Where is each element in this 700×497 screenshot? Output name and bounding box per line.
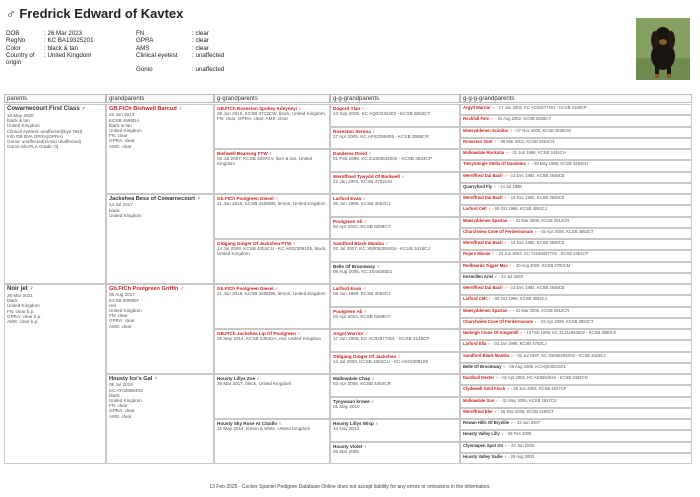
dog-details: - 23 Jun 2007 (513, 420, 541, 425)
dog-name-link[interactable]: Churchview Cove Of Ferdermonam ♀ (463, 318, 538, 324)
pedigree-entry (330, 397, 460, 420)
dog-name-link[interactable]: Rojers Minnie ♀ (463, 251, 495, 257)
pedigree-entry (330, 442, 460, 465)
info-row (6, 52, 224, 67)
dog-details: GPRA: clear (109, 138, 135, 144)
dog-details: - 09 Oct 1996, KCSB 4062CJ (491, 296, 547, 302)
info-cell: : clear (192, 37, 209, 45)
pedigree-entry (106, 374, 214, 464)
dog-name-link[interactable]: Redbeards Tigger Mac ♂ (463, 262, 513, 268)
dog-name-link[interactable]: Dardholl Dexter ♂ (463, 375, 499, 380)
dog-details: Clinical eyetest: unaffected(Eye Test) (7, 128, 83, 134)
dog-details: 25 May 2014, KCSB 4364DA, red, United Kingdom (217, 336, 321, 342)
pedigree-entry (214, 149, 330, 194)
dog-name-link[interactable]: Wernffrwd Tywydd Of Bishwell ♀ (333, 173, 405, 179)
dog-name-link[interactable]: Housty Ice's Gal ♀ (109, 376, 159, 382)
column-header: grandparents (106, 94, 214, 103)
dog-details: 03 Apr 2010, KCSB 0269CY (333, 223, 391, 229)
pedigree-entry (214, 194, 330, 239)
dog-details: - 03 Jan 1998, KCSB 4703CJ (490, 341, 547, 347)
dog-details: black & tan (109, 122, 132, 128)
dog-details: 03 Apr 2005, KCSB 4464CR (333, 381, 391, 387)
info-cell: : clear (192, 30, 209, 37)
pedigree-entry (106, 284, 214, 374)
pedigree-entry (214, 104, 330, 149)
column-header: parents (4, 94, 106, 103)
pedigree-entry (460, 228, 692, 239)
dog-name-link[interactable]: Tresymtogle Stella Of Dandems ♀ (463, 161, 531, 167)
dog-details: 19 May 2020 (7, 113, 34, 118)
pedigree-entry (460, 408, 692, 419)
dog-details: FN: clear b.p. (7, 308, 35, 314)
dog-name-link[interactable]: Mallowdale Sun ♂ (463, 397, 499, 403)
dog-details: - 14 Dec 1992, KCSB 3648CE (507, 240, 565, 245)
info-cell: : black & tan (44, 44, 79, 52)
pedigree-entry (460, 262, 692, 273)
dog-name-link[interactable]: Maesyddenen Spartan ♂ (463, 307, 512, 313)
dog-name-link[interactable]: Sandford Black Mamba ♂ (333, 241, 389, 246)
dog-name-link[interactable]: Wernffrwd Dai Bach ♂ (463, 195, 508, 200)
pedigree-entry (460, 149, 692, 160)
dog-details: KCSB 4596DA (109, 117, 140, 123)
dog-name-link[interactable]: Belle Of Broomway ♀ (333, 263, 380, 269)
dog-name-link[interactable]: Maesyddenen Spartan ♂ (463, 217, 512, 223)
dog-details: - 25 Jun 2003, KCSB 4027CP (509, 386, 567, 392)
dog-name-link[interactable]: Mallowdale Rockstar ♂ (463, 150, 509, 155)
column-header: g-g-grandparents (330, 94, 460, 103)
dog-name-link[interactable]: Cowarnecourt First Class ♂ (7, 106, 86, 112)
dog-details: Gonio info:PLA Grade: 0) (7, 144, 59, 150)
dog-details: 03 Apr 2010, KCSB 0269CY (333, 313, 391, 319)
dog-details: - 09 Mar 2001, KCSB 0461CN (496, 138, 555, 144)
dog-details: AMS: clear (109, 323, 132, 329)
dog-name-link[interactable]: Poolgreen Ali ♀ (333, 308, 368, 314)
dog-details: 31 May 2014, lemon & white, United Kingdom (217, 426, 311, 432)
column-header: g-grandparents (214, 94, 330, 103)
dog-details: - 24 Jul 2003 (497, 273, 523, 279)
pedigree-entry (460, 430, 692, 441)
pedigree-entry (214, 239, 330, 284)
pedigree-entry (460, 397, 692, 408)
dog-details: United Kingdom (7, 303, 40, 309)
pedigree-entry (460, 273, 692, 284)
dog-details: 13 Sep 2006, KC AQ02232403 - KCSB 3553CT (333, 111, 431, 117)
dog-details: - 02 Apr 2008, KCSB 3853CT (537, 318, 594, 324)
dog-photo-image (636, 18, 690, 80)
dog-details: - 28 Feb 2009 (504, 431, 532, 437)
dog-name-link[interactable]: GB.FtCh Jackshea Lip Of Poolgreen ♀ (217, 331, 301, 336)
dog-name-link[interactable]: Dogord Ylan ♂ (333, 106, 365, 111)
pedigree-entry (330, 262, 460, 285)
pedigree-entry (330, 329, 460, 352)
dog-details: black & tan (7, 118, 30, 124)
dog-name-link[interactable]: Housty Lillys Wisp ♀ (333, 421, 379, 426)
dog-details: AMS: clear (109, 143, 132, 149)
dog-details: - 06 Aug 2006, KCAQ04024101 (505, 363, 566, 369)
dog-name-link[interactable]: Angol Warrior ♂ (333, 331, 369, 336)
pedigree-entry (460, 160, 692, 171)
dog-details: 14 Jul 2009, KCSB 4351CU - KC AK02309105, black, United Kingdom (217, 246, 327, 257)
dog-details: 27 Apr 2005, KC AF02399405 - KCSB 3586CR (333, 133, 429, 139)
dog-details: 08 Jul 2016 (109, 382, 133, 388)
dog-details: - 26 Sep 2005, KCSB 4260CT (496, 408, 555, 414)
dog-details: 14 Jul 2017 (109, 202, 133, 208)
dog-name-link[interactable]: Rowan Hills Of Brynllie ♂ (463, 420, 514, 425)
pedigree-entry (214, 419, 330, 464)
dog-name-link[interactable]: Roseston Soot ♀ (463, 138, 497, 144)
pedigree-entry (460, 295, 692, 306)
dog-name-link[interactable]: Quarryford Fly ♀ (463, 183, 497, 189)
dog-name-link[interactable]: Bishwell Beansog FTW ♀ (217, 151, 273, 156)
dog-name-link[interactable]: Housty Violet ♀ (333, 443, 367, 449)
dog-details: KC AY02898402 (109, 387, 143, 393)
dog-name-link[interactable]: Argyll Warrior ♂ (463, 105, 496, 110)
footer-disclaimer: 13 Feb 2025 - Cocker Spaniel Pedigree Database Online does not accept liability for any errors or omissions in the information. (209, 484, 491, 490)
dog-details: Gonio: unaffected(Gonio unaffected) (7, 139, 82, 145)
dog-details: 17 Jun 2005, KC AC02677401 - KCSB 3146CP (333, 336, 430, 342)
info-cell: : unaffected (192, 66, 225, 74)
dog-name-link[interactable]: Maesyddenen Scimitar ♂ (463, 127, 513, 133)
dog-details: 29 Jun 2010, KCSB 3713CW, black, United Kingdom, FN: clear, GPRA: clear, AMS: clear (217, 111, 327, 122)
dog-details: - 07 Nov 2000, KCSB 3626CM (512, 127, 571, 133)
dog-name-link[interactable]: Dandems Droid ♂ (333, 151, 372, 156)
pedigree-entry (460, 329, 692, 340)
dog-details: 06 Jun 1996, KCSB 4063CJ (333, 201, 391, 207)
dog-details: - 17 Jun 2002, KC AC02677401 - KCSB 3146CP (495, 105, 587, 110)
dog-details: 06 Jun 1996, KCSB 4063CJ (333, 291, 391, 297)
info-cell: Color (6, 44, 21, 52)
dog-name-link[interactable]: Housty Lillys Zoe ♀ (217, 376, 260, 381)
dog-details: FN: clear (109, 133, 128, 139)
dog-details: United Kingdom (7, 123, 40, 129)
dog-name-link[interactable]: Rockfall Fern ♀ (463, 116, 494, 122)
pedigree-entry (460, 374, 692, 385)
info-cell: RegNo (6, 37, 26, 45)
pedigree-entry (460, 205, 692, 216)
pedigree-entry (106, 194, 214, 284)
pedigree-entry (214, 374, 330, 419)
pedigree-entry (460, 284, 692, 295)
dog-name-link[interactable]: Housty Valley Sadie ♀ (463, 453, 507, 459)
dog-details: GPRA: clear (109, 408, 135, 414)
dog-details: - 14 Jul 1998 (496, 183, 522, 189)
dog-details: - 09 Oct 1996, KCSB 4062CJ (491, 206, 547, 212)
dog-details: Info GB BVA GPRA(GPRA) (7, 133, 63, 139)
info-cell: GPRA (136, 37, 154, 45)
info-cell (6, 66, 44, 73)
dog-details: 02 Jul 2007, KC X5006305S04 - KCSB 3416CJ (333, 246, 430, 252)
dog-details: red (109, 302, 116, 308)
dog-name-link[interactable]: Wernffrwd Dai Bach ♂ (463, 285, 508, 290)
pedigree-entry (460, 127, 692, 138)
dog-details: 01 May 2010 (333, 403, 360, 409)
info-row (6, 37, 224, 44)
dog-details: - 31 May 2006, KCSB 2547CS (498, 397, 557, 403)
info-cell: Country of origin (6, 51, 35, 67)
dog-name-link[interactable]: Larford Ella ♀ (463, 341, 491, 347)
info-cell (44, 66, 136, 73)
dog-photo (636, 18, 690, 80)
dog-name-link[interactable]: Roseston Serona ♀ (333, 128, 376, 134)
info-row (6, 45, 224, 52)
pedigree-entry (330, 127, 460, 150)
pedigree-entry (460, 250, 692, 261)
dog-name-link[interactable]: Belle Of Broomway ♀ (463, 363, 506, 369)
dog-details: - 29 May 1995, KCSB 3254CH (530, 161, 589, 167)
dog-details: - 04 Aug 2002, KCSB 0208CY (493, 116, 552, 122)
dog-details: 06 Aug 2006, KC Z04406001 (333, 268, 393, 274)
dog-name-link[interactable]: GB.FtCh Roseston Spokey Adeyneyi ♂ (217, 106, 302, 111)
dog-name-link[interactable]: GB.FtCh Bishwell Barcud ♂ (109, 106, 183, 112)
info-row (6, 66, 224, 73)
pedigree-entry (460, 442, 692, 453)
info-cell: FN (136, 30, 145, 37)
dog-details: - 14 Dec 1992, KCSB 3648CE (507, 285, 565, 290)
pedigree-entry (460, 385, 692, 396)
pedigree-entry (460, 183, 692, 194)
pedigree-entry (4, 104, 106, 284)
info-cell: : clear (192, 44, 209, 52)
dog-details: black (7, 298, 18, 304)
dog-name-link[interactable]: Larford Evan ♂ (333, 196, 367, 201)
info-cell: : United Kingdom (44, 51, 92, 59)
info-cell: Clinical eyetest (136, 51, 178, 59)
dog-name-link[interactable]: Wernffrwd Dai Bach ♂ (463, 172, 508, 178)
pedigree-entry (460, 419, 692, 430)
dog-name-link[interactable]: Larford Evan ♂ (333, 286, 367, 291)
dog-info (6, 30, 224, 74)
dog-details: - 29 Aug 2003 (506, 453, 535, 459)
pedigree-entry (460, 172, 692, 183)
dog-name-link[interactable]: Gb.FtCh Poolgreen Diesel ♂ (217, 196, 279, 201)
dog-details: 22 Jan 2001, KCSB 4702CM (333, 178, 392, 184)
pedigree-entry (330, 352, 460, 375)
dog-details: United Kingdom (109, 398, 142, 404)
dog-details: 06 Aug 2017 (109, 292, 135, 298)
dog-details: black (109, 207, 120, 213)
pedigree-entry (330, 374, 460, 397)
dog-details: 21 Jun 2015, KCSB 4405DB, lemon, United Kingdom (217, 291, 326, 297)
dog-details: - 31 Mar 2006, KCSB 3612CR (511, 307, 570, 313)
dog-details: 21 Jun 2015, KCSB 4405DB, lemon, United Kingdom (217, 201, 326, 207)
pedigree-entry (106, 104, 214, 194)
pedigree-entry (460, 104, 692, 115)
pedigree-entry (460, 453, 692, 464)
dog-details: - 24 Jun 2003 (507, 442, 535, 448)
dog-details: 14 Jul 2009, KCSB 4351CU - KC AK02309105 (333, 358, 428, 364)
info-cell: Gonio (136, 66, 153, 74)
dog-name-link[interactable]: Oldgang Ginger Of Jackshea FTW ♀ (217, 241, 296, 246)
dog-name-link[interactable]: Churchview Cove Of Ferdermonam ♀ (463, 228, 538, 234)
dog-details: FN: clear (109, 403, 128, 409)
dog-name-link[interactable]: Noir jet ♀ (7, 286, 34, 292)
dog-details: United Kingdom (109, 128, 142, 134)
pedigree-entry (460, 194, 692, 205)
dog-details: - 20 Aug 2000, KCSB 3700CM (512, 262, 571, 268)
pedigree-entry (460, 239, 692, 250)
dog-details: KCSB 0098DF (109, 297, 140, 303)
dog-details: 28 Mar 2017, black, United Kingdom (217, 381, 292, 387)
dog-name-link[interactable]: Oldgang Ginger Of Jackshea ♀ (333, 353, 401, 359)
dog-name-link[interactable]: Tynywaun krowe ♀ (333, 398, 375, 404)
pedigree-entry (330, 104, 460, 127)
pedigree-entry (4, 284, 106, 464)
pedigree-entry (460, 340, 692, 351)
dog-name-link[interactable]: Poolgreen Ali ♀ (333, 218, 368, 224)
pedigree-entry (460, 363, 692, 374)
dog-details: - 23 Jun 2003, KC T4186007T03 - KCSB 2451CP (494, 251, 589, 257)
dog-name-link[interactable]: Clydewell Gold Finch ♀ (463, 386, 510, 392)
pedigree-entry (460, 138, 692, 149)
dog-name-link[interactable]: Housty Valley Lilly ♀ (463, 431, 505, 437)
dog-details: - 01 Jun 1996, KCSB 3434CH (508, 150, 566, 155)
dog-details: - 02 Apr 2002, KC AD0804944 - KCSB 3462CN (498, 375, 588, 380)
dog-name-link[interactable]: Kesmillen Ariel ♀ (463, 273, 498, 279)
dog-name-link[interactable]: Mallowdale Chap ♂ (333, 376, 375, 381)
info-cell: AMS (136, 44, 150, 52)
pedigree-entry (214, 284, 330, 329)
dog-details: 05 Mar 2008 (333, 448, 359, 454)
pedigree-entry (330, 307, 460, 330)
dog-details: United Kingdom (109, 212, 142, 218)
pedigree-table (4, 94, 692, 464)
column-header: g-g-g-grandparents (460, 94, 692, 103)
dog-details: 24 Nov 2013 (333, 426, 360, 432)
info-cell: DOB (6, 30, 20, 37)
dog-name-link[interactable]: Sandford Black Mamba ♂ (463, 352, 514, 358)
pedigree-entry (330, 217, 460, 240)
dog-details: AMS: clear (109, 413, 132, 419)
info-cell: : unaffected (192, 51, 225, 59)
dog-details: 01 Feb 1999, KC Z1093042002 - KCSB 3623CP (333, 156, 432, 162)
pedigree-entry (460, 352, 692, 363)
dog-details: - 02 Jul 1997, KC X5006405S04 - KCSB 3416CJ (513, 352, 606, 358)
dog-details: - 31 Mar 2006, KCSB 3612CR (511, 217, 570, 223)
dog-details: GPRA: clear b.p. (7, 313, 42, 319)
dog-details: - 02 Apr 2008, KCSB 3853CT (537, 228, 594, 234)
pedigree-entry (460, 318, 692, 329)
dog-details: - 13 Feb 1999, KC Z1311993Z02 - KCSB 3860CK (522, 330, 617, 335)
dog-details: AMS: clear b.p. (7, 319, 39, 325)
page-title: ♂ Fredrick Edward of Kavtex (6, 6, 184, 21)
pedigree-entry (330, 419, 460, 442)
pedigree-entry (330, 284, 460, 307)
dog-name-link[interactable]: Wernffrwd Dai Bach ♂ (463, 240, 508, 245)
info-cell: : 26 Mar 2023 (44, 30, 83, 37)
dog-details: FN: clear (109, 313, 128, 319)
dog-name-link[interactable]: Wernffrwd Ebe ♀ (463, 408, 497, 414)
pedigree-entry (330, 194, 460, 217)
dog-details: 26 Mar 2021 (7, 293, 33, 298)
pedigree-entry (460, 307, 692, 318)
pedigree-entry (330, 149, 460, 172)
dog-name-link[interactable]: Larford Celt ♀ (463, 206, 492, 212)
dog-details: GPRA: clear (109, 318, 135, 324)
dog-details: 02 Jul 2007, KCSB 4087CV, liver & tan, United Kingdom (217, 156, 313, 167)
dog-details: - 14 Dec 1992, KCSB 3648CE (507, 172, 565, 178)
pedigree-entry (214, 329, 330, 374)
dog-name-link[interactable]: Housty Sky Rose At Citaillo ♀ (217, 421, 282, 426)
dog-details: - 14 Dec 1992, KCSB 3648CE (507, 195, 565, 200)
dog-name-link[interactable]: Larford Celt ♀ (463, 296, 492, 302)
dog-name-link[interactable]: Nerleigh Clone Of Kingsmill ♂ (463, 330, 523, 335)
pedigree-entry (330, 172, 460, 195)
dog-name-link[interactable]: Gb.FtCh Poolgreen Diesel ♂ (217, 286, 279, 291)
dog-name-link[interactable]: Jackshea Bess of Cowarnecourt ♀ (109, 196, 201, 202)
dog-details: United Kingdom (109, 308, 142, 314)
dog-name-link[interactable]: Gb.FtCh Poolgreen Griffin ♂ (109, 286, 185, 292)
pedigree-entry (460, 217, 692, 228)
dog-name-link[interactable]: Clynmapen Spot On ♂ (463, 442, 508, 448)
pedigree-entry (460, 115, 692, 126)
info-row (6, 30, 224, 37)
info-cell: : KC BA19325201 (44, 37, 94, 45)
pedigree-entry (330, 239, 460, 262)
dog-details: black (109, 392, 120, 398)
dog-details: 22 Jun 2013 (109, 112, 135, 118)
